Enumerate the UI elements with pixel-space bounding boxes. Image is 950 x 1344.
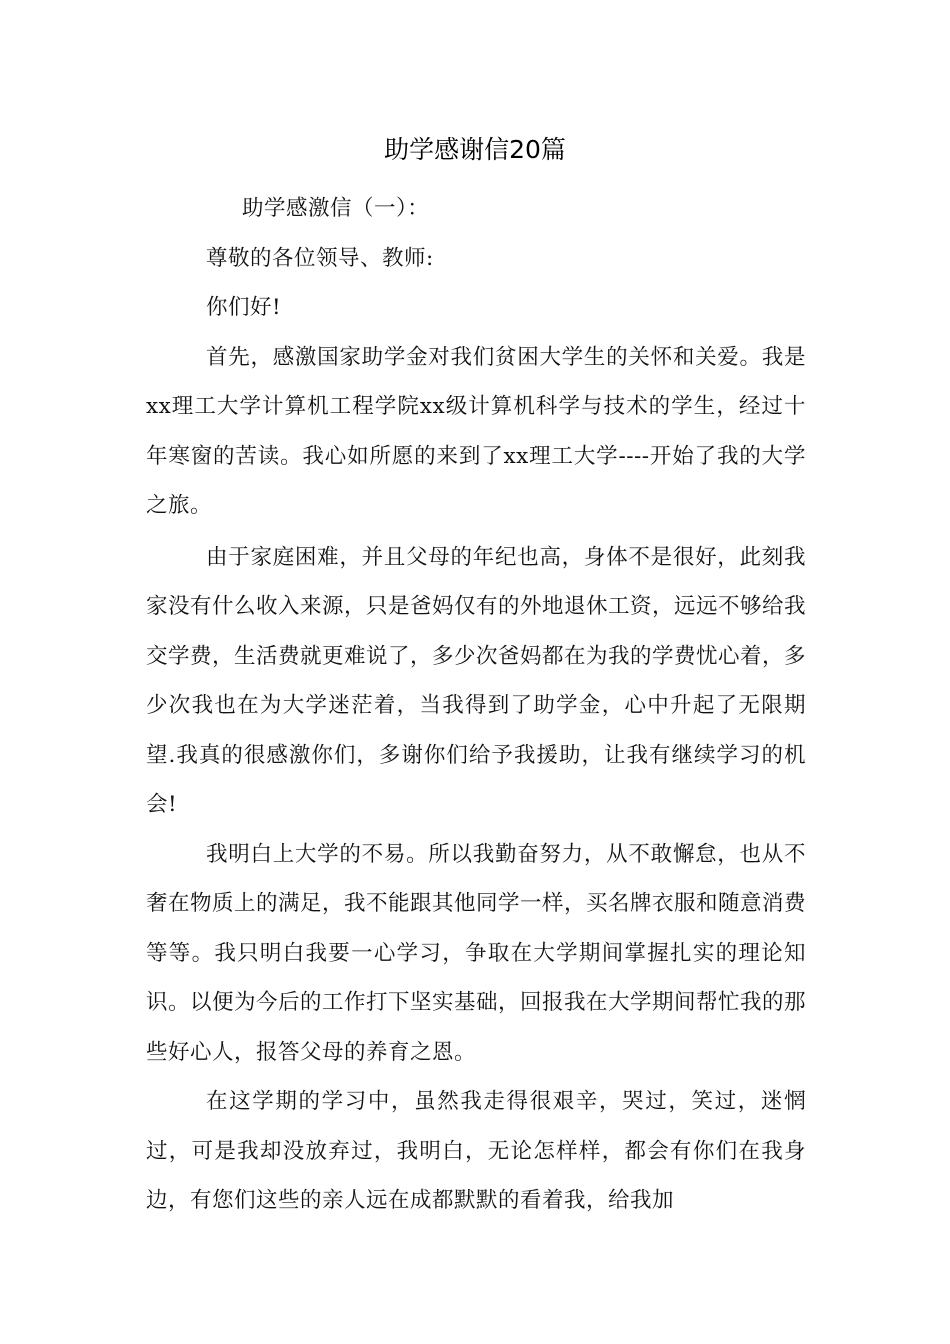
paragraph-1: 首先，感激国家助学金对我们贫困大学生的关怀和关爱。我是xx理工大学计算机工程学院xx级计算机科学与技术的学生，经过十年寒窗的苦读。我心如所愿的来到了xx理工大学----开始了我的大学之旅。 — [146, 344, 806, 518]
letter-heading: 助学感激信（一）： — [242, 196, 430, 221]
salutation: 尊敬的各位领导、教师: — [206, 245, 434, 271]
paragraph-3: 我明白上大学的不易。所以我勤奋努力，从不敢懈怠，也从不奢在物质上的满足，我不能跟其他同学一样，买名牌衣服和随意消费等等。我只明白我要一心学习，争取在大学期间掌握扎实的理论知识。以便为今后的工作打下坚实基础，回报我在大学期间帮忙我的那些好心人，报答父母的养育之恩。 — [146, 841, 807, 1065]
document-title: 助学感谢信20篇 — [384, 135, 566, 164]
paragraph-2: 由于家庭困难，并且父母的年纪也高，身体不是很好，此刻我家没有什么收入来源，只是爸妈仅有的外地退休工资，远远不够给我交学费，生活费就更难说了，多少次爸妈都在为我的学费忧心着，多少次我也在为大学迷茫着，当我得到了助学金，心中升起了无限期望.我真的很感激你们，多谢你们给予我援助，让我有继续学习的机会! — [146, 544, 807, 817]
document-body — [146, 184, 806, 1226]
greeting: 你们好! — [206, 295, 282, 320]
paragraph-4: 在这学期的学习中，虽然我走得很艰辛，哭过，笑过，迷惘过，可是我却没放弃过，我明白，无论怎样样，都会有你们在我身边，有您们这些的亲人远在成都默默的看着我，给我加 — [146, 1089, 806, 1213]
